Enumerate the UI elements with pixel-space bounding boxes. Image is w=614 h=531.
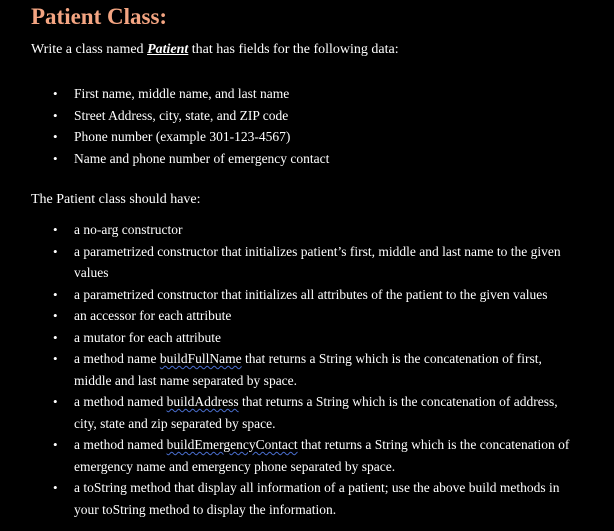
- list-item: [0, 305, 569, 327]
- bullet-icon: •: [53, 86, 58, 101]
- list-item: [0, 126, 329, 148]
- intro-paragraph: [31, 41, 399, 59]
- list-item: [0, 434, 569, 456]
- requirement-text: your toString method to display the information.: [74, 501, 337, 517]
- list-item: [0, 83, 329, 105]
- class-name: Patient: [147, 42, 189, 57]
- requirements-list: [0, 219, 569, 520]
- requirement-text: a method named: [74, 437, 167, 452]
- page-title: Patient Class:: [31, 4, 168, 29]
- list-item: [0, 348, 569, 370]
- requirement-text: a toString method that display all information of a patient; use the above build methods in: [74, 480, 560, 495]
- requirement-text: that returns a String which is the concatenation of: [297, 437, 570, 452]
- fields-list: [0, 83, 329, 169]
- method-name: buildFullName: [159, 351, 242, 366]
- list-item: [0, 148, 329, 170]
- intro-before: Write a class named: [31, 42, 148, 57]
- bullet-icon: •: [53, 286, 58, 302]
- requirement-text: an accessor for each attribute: [74, 308, 232, 323]
- requirement-text: city, state and zip separated by space.: [74, 415, 276, 431]
- method-name: buildAddress: [166, 394, 239, 409]
- list-item-continuation: [0, 413, 569, 435]
- field-text: Phone number (example 301-123-4567): [74, 129, 291, 144]
- field-text: Street Address, city, state, and ZIP code: [74, 107, 289, 123]
- requirement-text: a parametrized constructor that initializes patient’s first, middle and last name to the given: [74, 243, 561, 259]
- bullet-icon: •: [53, 107, 58, 123]
- list-item-continuation: [0, 456, 569, 478]
- requirement-text: middle and last name separated by space.: [74, 372, 298, 388]
- field-text: Name and phone number of emergency contact: [74, 150, 330, 166]
- list-item-continuation: [0, 370, 569, 392]
- list-item-continuation: [0, 499, 569, 521]
- bullet-icon: •: [53, 222, 58, 237]
- requirement-text: emergency name and emergency phone separated by space.: [74, 458, 396, 474]
- requirement-text: a parametrized constructor that initializes all attributes of the patient to the given values: [74, 286, 548, 302]
- list-item: [0, 105, 329, 127]
- list-item: [0, 284, 569, 306]
- list-item: [0, 327, 569, 349]
- field-text: First name, middle name, and last name: [74, 86, 290, 101]
- requirement-text: a method name: [74, 351, 160, 366]
- bullet-icon: •: [53, 243, 58, 259]
- requirement-text: a mutator for each attribute: [74, 329, 221, 345]
- requirement-text: that returns a String which is the concatenation of address,: [238, 394, 558, 409]
- requirement-text: a method named: [74, 394, 167, 409]
- requirement-text: a no-arg constructor: [74, 222, 183, 237]
- list-item-continuation: [0, 262, 569, 284]
- list-item: [0, 219, 569, 241]
- bullet-icon: •: [53, 480, 58, 495]
- list-item: [0, 477, 569, 499]
- bullet-icon: •: [53, 437, 58, 452]
- bullet-icon: •: [53, 129, 58, 144]
- requirement-text: values: [74, 265, 109, 280]
- bullet-icon: •: [53, 394, 58, 409]
- method-name: buildEmergencyContact: [166, 437, 298, 452]
- requirement-text: that returns a String which is the concatenation of first,: [241, 351, 542, 366]
- bullet-icon: •: [53, 329, 58, 345]
- list-item: [0, 391, 569, 413]
- bullet-icon: •: [53, 150, 58, 166]
- list-item: [0, 241, 569, 263]
- should-have-paragraph: The Patient class should have:: [31, 192, 201, 207]
- bullet-icon: •: [53, 308, 58, 323]
- bullet-icon: •: [53, 351, 58, 366]
- intro-after: that has fields for the following data:: [188, 42, 399, 57]
